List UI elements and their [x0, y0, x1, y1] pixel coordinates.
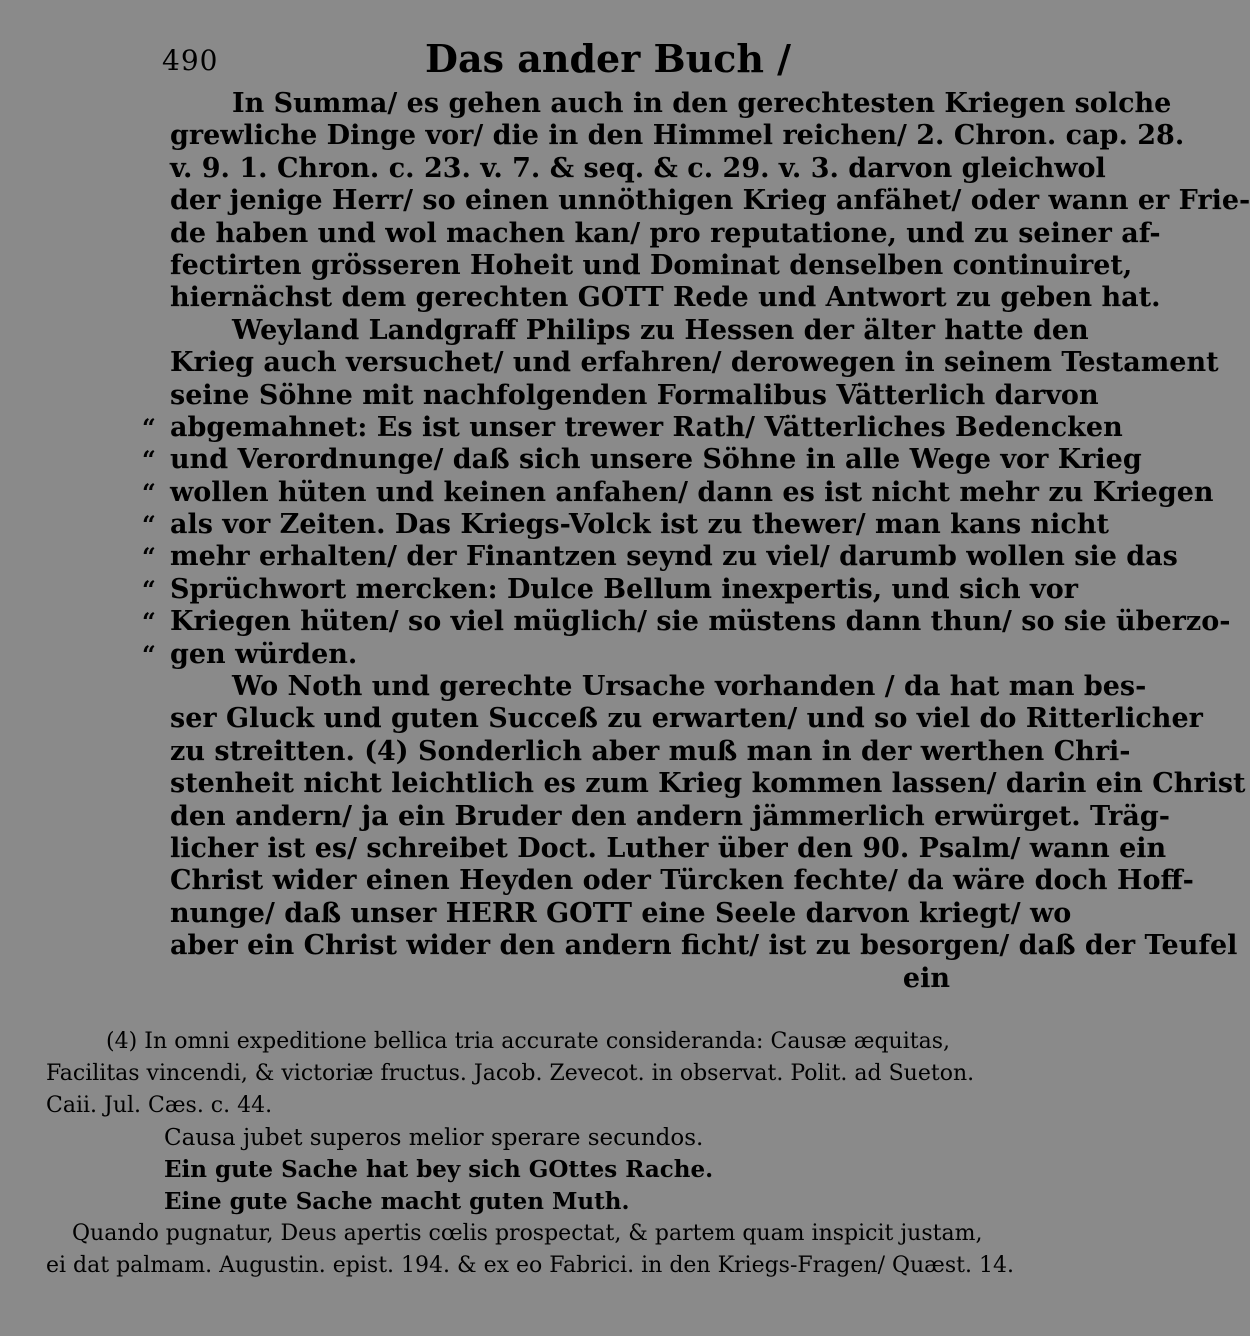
text-line	[170, 314, 1089, 347]
text-line	[170, 703, 1203, 735]
text-line	[142, 541, 1178, 573]
page-header	[0, 36, 1000, 86]
text-line	[170, 152, 1106, 185]
text-line	[170, 897, 1072, 930]
text-line-content: stenheit nicht leichtlich es zum Krieg kommen lassen/ darin ein Christ	[170, 768, 1246, 800]
text-line-content: Krieg auch versuchet/ und erfahren/ derowegen in seinem Testament	[170, 347, 1219, 379]
footnote-verse: Ein gute Sache hat bey sich GOttes Rache.	[164, 1156, 714, 1183]
footnotes	[46, 1026, 1014, 1282]
text-line	[170, 735, 1131, 768]
footnote-verse: Eine gute Sache macht guten Muth.	[164, 1188, 630, 1215]
running-title: Das ander Buch /	[425, 36, 792, 81]
footnote-line: (4) In omni expeditione bellica tria accurate consideranda: Causæ æquitas,	[106, 1029, 950, 1054]
footnote-line: Facilitas vincendi, & victoriæ fructus. Jacob. Zevecot. in observat. Polit. ad Sueton.	[46, 1061, 975, 1086]
text-line-content: abgemahnet: Es ist unser trewer Rath/ Vätterliches Bedencken	[170, 411, 1123, 443]
text-line	[170, 347, 1219, 379]
footnote-line: Quando pugnatur, Deus apertis cœlis prospectat, & partem quam inspicit justam,	[72, 1221, 983, 1246]
text-line	[170, 249, 1133, 282]
quotation-mark: “	[142, 639, 156, 669]
quotation-mark: “	[142, 445, 156, 475]
quotation-mark: “	[142, 510, 156, 540]
text-line-content: licher ist es/ schreibet Doct. Luther über den 90. Psalm/ wann ein	[170, 832, 1167, 864]
text-line-content: aber ein Christ wider den andern ficht/ ist zu besorgen/ daß der Teufel	[170, 930, 1238, 962]
text-line-content: In Summa/ es gehen auch in den gerechtesten Kriegen solche	[232, 88, 1172, 119]
text-line-content: wollen hüten und keinen anfahen/ dann es ist nicht mehr zu Kriegen	[170, 476, 1214, 508]
text-line	[170, 671, 1147, 703]
text-line-content: hiernächst dem gerechten GOTT Rede und Antwort zu geben hat.	[170, 282, 1161, 314]
text-line-content: v. 9. 1. Chron. c. 23. v. 7. & seq. & c. 29. v. 3. darvon gleichwol	[170, 152, 1106, 184]
text-line-content: fectirten grösseren Hoheit und Dominat denselben continuiret,	[170, 249, 1133, 281]
text-line	[170, 379, 1099, 412]
text-line	[170, 800, 1170, 833]
text-line-content: grewliche Dinge vor/ die in den Himmel reichen/ 2. Chron. cap. 28.	[170, 120, 1185, 152]
text-line	[142, 411, 1123, 444]
footnote-line: Caii. Jul. Cæs. c. 44.	[46, 1093, 273, 1118]
footnote-line: ei dat palmam. Augustin. epist. 194. & ex eo Fabrici. in den Kriegs-Fragen/ Quæst. 14.	[46, 1253, 1014, 1278]
text-line-content: und Verordnunge/ daß sich unsere Söhne in alle Wege vor Krieg	[170, 444, 1142, 476]
text-line	[170, 88, 1172, 120]
main-text	[142, 88, 1250, 995]
text-line	[170, 865, 1194, 897]
text-line-content: de haben und wol machen kan/ pro reputatione, und zu seiner af-	[170, 217, 1161, 249]
text-line-content: Christ wider einen Heyden oder Türcken fechte/ da wäre doch Hoff-	[170, 865, 1194, 897]
text-line-content: den andern/ ja ein Bruder den andern jämmerlich erwürget. Träg-	[170, 800, 1170, 832]
text-line-content: Weyland Landgraff Philips zu Hessen der älter hatte den	[232, 314, 1089, 346]
text-line-content: seine Söhne mit nachfolgenden Formalibus Vätterlich darvon	[170, 379, 1099, 411]
text-line-content: ser Gluck und guten Succeß zu erwarten/ und so viel do Ritterlicher	[170, 703, 1203, 735]
text-line	[170, 768, 1246, 800]
text-line-content: mehr erhalten/ der Finantzen seynd zu viel/ darumb wollen sie das	[170, 541, 1178, 573]
quotation-mark: “	[142, 477, 156, 507]
text-line-content: als vor Zeiten. Das Kriegs-Volck ist zu thewer/ man kans nicht	[170, 509, 1109, 541]
text-line	[170, 282, 1161, 314]
footnote-verse: Causa jubet superos melior sperare secundos.	[164, 1125, 704, 1151]
text-line-content: Wo Noth und gerechte Ursache vorhanden / da hat man bes-	[232, 671, 1147, 703]
text-line	[142, 606, 1231, 638]
text-line	[142, 638, 950, 671]
catchword	[170, 963, 950, 995]
text-line-content: Sprüchwort mercken: Dulce Bellum inexpertis, und sich vor	[170, 573, 1078, 605]
quotation-mark: “	[142, 607, 156, 637]
text-line-content: Kriegen hüten/ so viel müglich/ sie müstens dann thun/ so sie überzo-	[170, 606, 1231, 638]
text-line	[142, 509, 1109, 541]
quotation-mark: “	[142, 542, 156, 572]
text-line-content: der jenige Herr/ so einen unnöthigen Krieg anfähet/ oder wann er Frie-	[170, 185, 1250, 217]
text-line-content: ein	[902, 962, 950, 994]
text-line-content: gen würden.	[170, 638, 358, 670]
text-line	[170, 120, 1185, 152]
text-line	[142, 476, 1214, 509]
text-line-content: nunge/ daß unser HERR GOTT eine Seele darvon kriegt/ wo	[170, 897, 1072, 929]
quotation-mark: “	[142, 574, 156, 604]
text-line	[170, 185, 1250, 217]
text-line	[142, 444, 1142, 476]
text-line	[170, 832, 1167, 865]
text-line	[170, 217, 1161, 250]
text-line	[142, 573, 1078, 606]
quotation-mark: “	[142, 412, 156, 442]
page-number: 490	[162, 44, 219, 77]
text-line	[170, 930, 1238, 962]
text-line-content: zu streitten. (4) Sonderlich aber muß man in der werthen Chri-	[170, 735, 1131, 767]
